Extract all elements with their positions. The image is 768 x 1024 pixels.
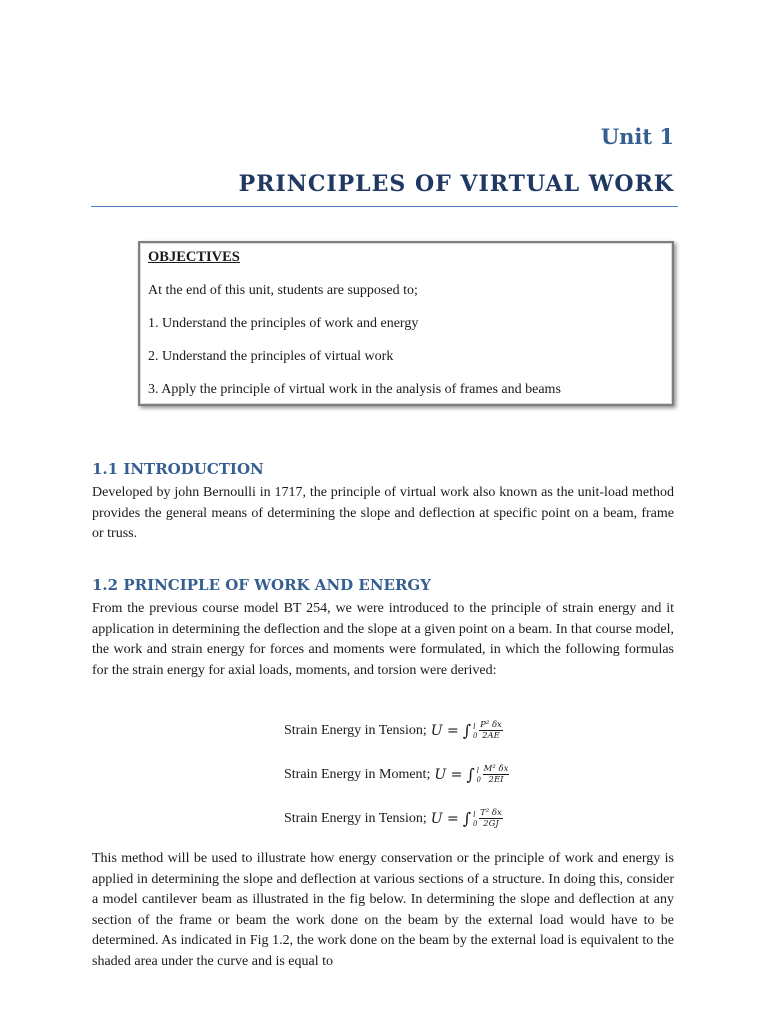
fraction — [479, 720, 503, 741]
objectives-intro: At the end of this unit, students are supposed to; — [148, 283, 418, 298]
integral-limits — [477, 766, 481, 784]
equation-label: Strain Energy in Moment; — [284, 766, 431, 782]
numerator: T² δx — [480, 808, 502, 818]
unit-number: Unit 1 — [600, 124, 674, 149]
objective-item: 1. Understand the principles of work and energy — [148, 316, 419, 331]
equation-torsion — [284, 808, 503, 829]
numerator: P² δx — [480, 720, 502, 730]
equation-label: Strain Energy in Tension; — [284, 810, 427, 826]
objectives-box — [138, 241, 674, 406]
integral-icon: ∫ — [462, 721, 472, 740]
denominator: 2GJ — [483, 819, 499, 829]
equation-moment — [284, 764, 509, 785]
upper-limit: l — [476, 765, 479, 775]
equation-lhs: U = — [434, 766, 463, 783]
lower-limit: 0 — [476, 774, 481, 784]
objectives-heading: OBJECTIVES — [148, 249, 240, 265]
objective-item: 2. Understand the principles of virtual work — [148, 349, 394, 364]
lower-limit: 0 — [473, 818, 478, 828]
integral-limits — [473, 722, 477, 740]
work-energy-paragraph: From the previous course model BT 254, we were introduced to the principle of strain energy and it application in determining the deflection and the slope at a given point on a beam. In that course model, the work and strain energy for forces and moments were formulated, in which the following formulas for the strain energy for axial loads, moments, and torsion were derived: — [92, 601, 674, 678]
fraction — [483, 764, 510, 785]
lower-limit: 0 — [473, 730, 478, 740]
upper-limit: l — [473, 721, 476, 731]
denominator: 2EI — [488, 775, 504, 785]
section-heading-work-energy: 1.2 PRINCIPLE OF WORK AND ENERGY — [92, 576, 431, 594]
integral-icon: ∫ — [466, 765, 475, 784]
equation-label: Strain Energy in Tension; — [284, 722, 427, 738]
integral-limits — [473, 810, 477, 828]
method-paragraph: This method will be used to illustrate how energy conservation or the principle of work and energy is applied in determining the slope and deflection at various sections of a structure. In doing this, consider a model cantilever beam as illustrated in the fig below. In determining the slope and deflection at any section of the frame or beam the work done on the beam by the external load would have to be determined. As indicated in Fig 1.2, the work done on the beam by the external load is equivalent to the shaded area under the curve and is equal to — [92, 851, 674, 969]
equation-lhs: U = — [430, 810, 459, 827]
fraction — [479, 808, 503, 829]
title-rule — [91, 206, 678, 207]
equation-lhs: U = — [430, 722, 459, 739]
denominator: 2AE — [482, 731, 500, 741]
equation-tension — [284, 720, 503, 741]
unit-title: PRINCIPLES OF VIRTUAL WORK — [238, 171, 674, 197]
numerator: M² δx — [483, 764, 509, 774]
upper-limit: l — [473, 809, 476, 819]
introduction-paragraph: Developed by john Bernoulli in 1717, the principle of virtual work also known as the unit-load method provides the general means of determining the slope and deflection at specific point on a beam, frame or truss. — [92, 485, 674, 541]
objective-item: 3. Apply the principle of virtual work in the analysis of frames and beams — [148, 382, 561, 397]
section-heading-introduction: 1.1 INTRODUCTION — [92, 460, 264, 478]
integral-icon: ∫ — [462, 809, 472, 828]
